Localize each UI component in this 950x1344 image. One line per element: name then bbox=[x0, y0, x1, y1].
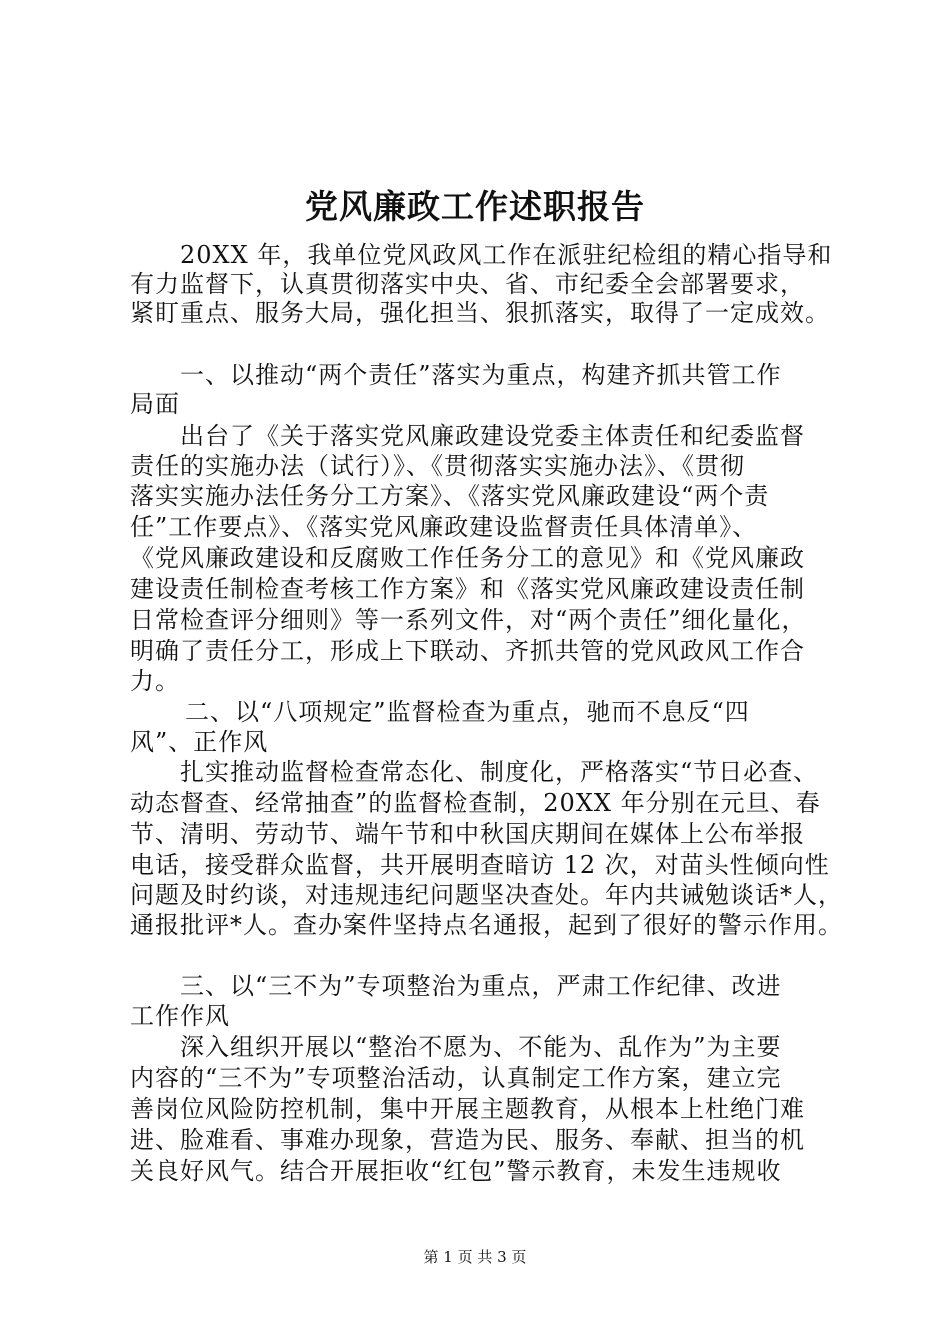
text-line: 有力监督下，认真贯彻落实中央、省、市纪委全会部署要求， bbox=[130, 270, 805, 298]
section-heading-line: 局面 bbox=[130, 390, 180, 418]
text-line: 任”工作要点》、《落实党风廉政建设监督责任具体清单》、 bbox=[130, 513, 758, 541]
text-line: 电话，接受群众监督，共开展明查暗访 12 次，对苗头性倾向性 bbox=[130, 851, 830, 879]
text-line: 责任的实施办法（试行）》、《贯彻落实实施办法》、《贯彻 bbox=[130, 452, 745, 480]
text-line: 内容的“三不为”专项整治活动，认真制定工作方案，建立完 bbox=[130, 1064, 782, 1092]
text-line: 落实实施办法任务分工方案》、《落实党风廉政建设“两个责 bbox=[130, 482, 770, 510]
text-line: 紧盯重点、服务大局，强化担当、狠抓落实，取得了一定成效。 bbox=[130, 299, 830, 327]
text-line: 力。 bbox=[130, 667, 180, 695]
document-title: 党风廉政工作述职报告 bbox=[305, 187, 645, 226]
text-line: 出台了《关于落实党风廉政建设党委主体责任和纪委监督 bbox=[180, 422, 805, 450]
section-heading-line: 三、以“三不为”专项整治为重点，严肃工作纪律、改进 bbox=[180, 972, 782, 1000]
section-heading-line: 二、以“八项规定”监督检查为重点，驰而不息反“四 bbox=[185, 698, 750, 726]
text-line: 扎实推动监督检查常态化、制度化，严格落实“节日必查、 bbox=[180, 758, 819, 786]
text-line: 关良好风气。结合开展拒收“红包”警示教育，未发生违规收 bbox=[130, 1157, 782, 1185]
section-heading-line: 工作作风 bbox=[130, 1002, 230, 1030]
text-line: 《党风廉政建设和反腐败工作任务分工的意见》和《党风廉政 bbox=[130, 544, 805, 572]
text-line: 建设责任制检查考核工作方案》和《落实党风廉政建设责任制 bbox=[130, 575, 805, 603]
text-line: 善岗位风险防控机制，集中开展主题教育，从根本上杜绝门难 bbox=[130, 1095, 805, 1123]
text-line: 通报批评*人。查办案件坚持点名通报，起到了很好的警示作用。 bbox=[130, 911, 843, 939]
text-line: 动态督查、经常抽查”的监督检查制，20XX 年分别在元旦、春 bbox=[130, 789, 821, 817]
section-heading-line: 一、以推动“两个责任”落实为重点，构建齐抓共管工作 bbox=[180, 361, 782, 389]
text-line: 进、脸难看、事难办现象，营造为民、服务、奉献、担当的机 bbox=[130, 1126, 805, 1154]
text-line: 20XX 年，我单位党风政风工作在派驻纪检组的精心指导和 bbox=[180, 241, 833, 269]
text-line: 节、清明、劳动节、端午节和中秋国庆期间在媒体上公布举报 bbox=[130, 820, 805, 848]
section-heading-line: 风”、正作风 bbox=[130, 728, 269, 756]
text-line: 明确了责任分工，形成上下联动、齐抓共管的党风政风工作合 bbox=[130, 637, 805, 665]
text-line: 日常检查评分细则》等一系列文件，对“两个责任”细化量化， bbox=[130, 606, 807, 634]
page-number-footer: 第 1 页 共 3 页 bbox=[423, 1248, 527, 1266]
text-line: 深入组织开展以“整治不愿为、不能为、乱作为”为主要 bbox=[180, 1033, 782, 1061]
text-line: 问题及时约谈，对违规违纪问题坚决查处。年内共诫勉谈话*人， bbox=[130, 881, 843, 909]
